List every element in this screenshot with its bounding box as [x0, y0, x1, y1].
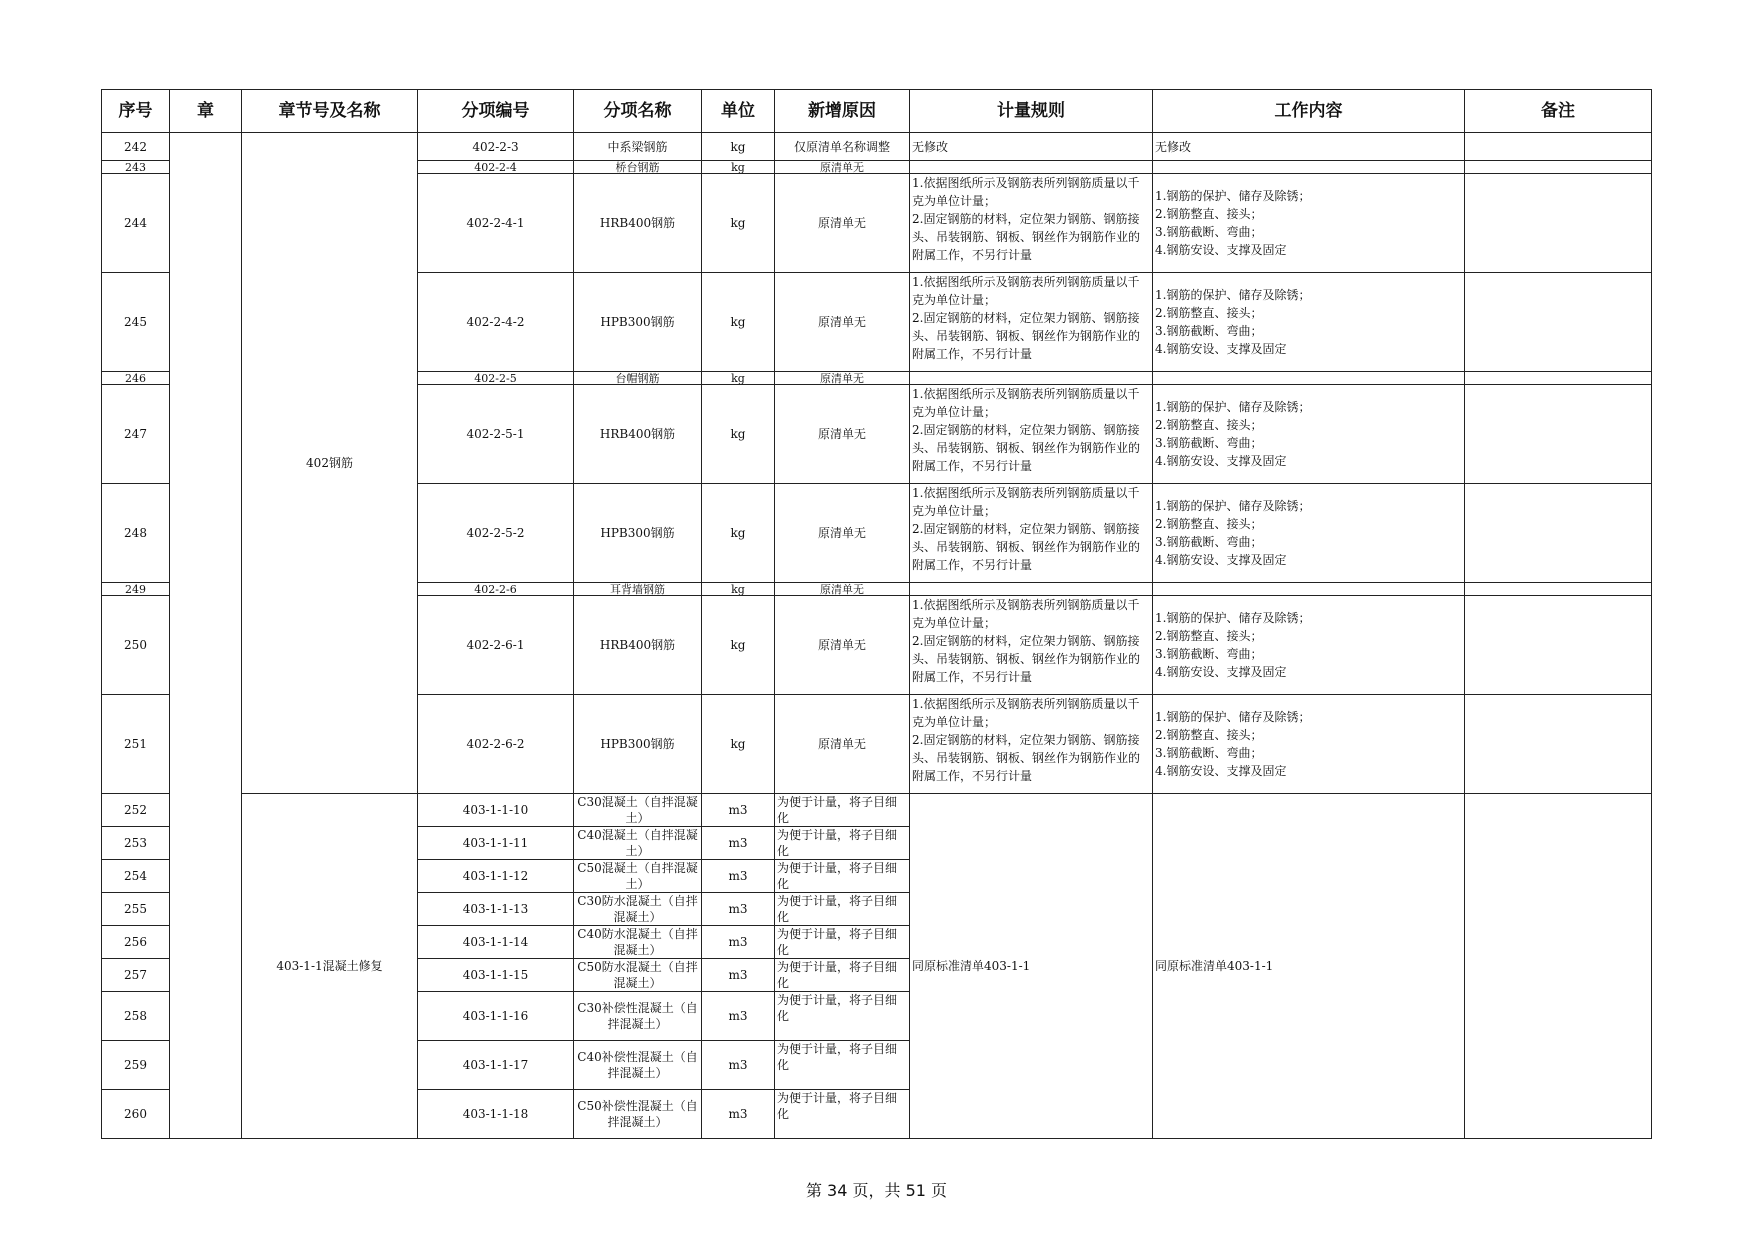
item-name-cell: C50防水混凝土（自拌混凝土） [574, 959, 702, 992]
measurement-rule-cell: 无修改 [910, 133, 1153, 161]
reason-cell: 原清单无 [775, 372, 910, 385]
row-number-cell: 245 [102, 273, 170, 372]
note-cell [1465, 596, 1652, 695]
unit-cell: m3 [702, 794, 775, 827]
page-footer: 第 34 页，共 51 页 [805, 1181, 948, 1200]
item-name-cell: C30补偿性混凝土（自拌混凝土） [574, 992, 702, 1041]
header-cell: 章节号及名称 [242, 90, 418, 133]
work-content-cell: 无修改 [1153, 133, 1465, 161]
unit-cell: m3 [702, 893, 775, 926]
measurement-rule-cell [910, 583, 1153, 596]
item-name-cell: HPB300钢筋 [574, 695, 702, 794]
item-code-cell: 402-2-6 [418, 583, 574, 596]
note-cell [1465, 174, 1652, 273]
unit-cell: kg [702, 385, 775, 484]
row-number-cell: 254 [102, 860, 170, 893]
row-number-cell: 246 [102, 372, 170, 385]
note-cell [1465, 372, 1652, 385]
section-name-cell: 402钢筋 [242, 133, 418, 794]
work-content-cell: 1.钢筋的保护、储存及除锈； 2.钢筋整直、接头； 3.钢筋截断、弯曲； 4.钢筋安设、支撑及固定 [1153, 174, 1465, 273]
unit-cell: m3 [702, 827, 775, 860]
unit-cell: m3 [702, 1090, 775, 1139]
header-cell: 序号 [102, 90, 170, 133]
work-content-cell: 1.钢筋的保护、储存及除锈； 2.钢筋整直、接头； 3.钢筋截断、弯曲； 4.钢筋安设、支撑及固定 [1153, 596, 1465, 695]
item-code-cell: 403-1-1-15 [418, 959, 574, 992]
unit-cell: m3 [702, 926, 775, 959]
unit-cell: kg [702, 484, 775, 583]
reason-cell: 为便于计量，将子目细化 [775, 893, 910, 926]
item-code-cell: 403-1-1-10 [418, 794, 574, 827]
item-name-cell: HPB300钢筋 [574, 484, 702, 583]
item-name-cell: 耳背墙钢筋 [574, 583, 702, 596]
item-name-cell: C40防水混凝土（自拌混凝土） [574, 926, 702, 959]
row-number-cell: 242 [102, 133, 170, 161]
reason-cell: 为便于计量，将子目细化 [775, 992, 910, 1041]
note-cell [1465, 133, 1652, 161]
note-cell [1465, 484, 1652, 583]
reason-cell: 为便于计量，将子目细化 [775, 827, 910, 860]
item-code-cell: 403-1-1-14 [418, 926, 574, 959]
unit-cell: kg [702, 133, 775, 161]
reason-cell: 原清单无 [775, 385, 910, 484]
measurement-rule-cell: 1.依据图纸所示及钢筋表所列钢筋质量以千克为单位计量； 2.固定钢筋的材料，定位架力钢筋、钢筋接头、吊装钢筋、钢板、钢丝作为钢筋作业的附属工作，不另行计量 [910, 174, 1153, 273]
measurement-rule-cell [910, 372, 1153, 385]
table-row [102, 133, 1652, 161]
row-number-cell: 260 [102, 1090, 170, 1139]
note-cell [1465, 385, 1652, 484]
unit-cell: m3 [702, 1041, 775, 1090]
reason-cell: 为便于计量，将子目细化 [775, 959, 910, 992]
measurement-rule-cell [910, 161, 1153, 174]
item-code-cell: 403-1-1-13 [418, 893, 574, 926]
measurement-rule-cell: 1.依据图纸所示及钢筋表所列钢筋质量以千克为单位计量； 2.固定钢筋的材料，定位架力钢筋、钢筋接头、吊装钢筋、钢板、钢丝作为钢筋作业的附属工作，不另行计量 [910, 484, 1153, 583]
item-code-cell: 403-1-1-17 [418, 1041, 574, 1090]
header-row [102, 90, 1652, 133]
item-code-cell: 402-2-6-1 [418, 596, 574, 695]
item-name-cell: C50混凝土（自拌混凝土） [574, 860, 702, 893]
header-cell: 分项名称 [574, 90, 702, 133]
item-name-cell: C50补偿性混凝土（自拌混凝土） [574, 1090, 702, 1139]
measurement-rule-cell: 同原标准清单403-1-1 [910, 794, 1153, 1139]
header-cell: 单位 [702, 90, 775, 133]
item-code-cell: 402-2-6-2 [418, 695, 574, 794]
item-code-cell: 403-1-1-18 [418, 1090, 574, 1139]
row-number-cell: 244 [102, 174, 170, 273]
work-content-cell [1153, 583, 1465, 596]
measurement-rule-cell: 1.依据图纸所示及钢筋表所列钢筋质量以千克为单位计量； 2.固定钢筋的材料，定位架力钢筋、钢筋接头、吊装钢筋、钢板、钢丝作为钢筋作业的附属工作，不另行计量 [910, 695, 1153, 794]
unit-cell: kg [702, 695, 775, 794]
item-name-cell: HPB300钢筋 [574, 273, 702, 372]
header-cell: 章 [170, 90, 242, 133]
work-content-cell: 1.钢筋的保护、储存及除锈； 2.钢筋整直、接头； 3.钢筋截断、弯曲； 4.钢筋安设、支撑及固定 [1153, 484, 1465, 583]
item-code-cell: 403-1-1-16 [418, 992, 574, 1041]
work-content-cell: 同原标准清单403-1-1 [1153, 794, 1465, 1139]
item-name-cell: C40混凝土（自拌混凝土） [574, 827, 702, 860]
item-name-cell: C40补偿性混凝土（自拌混凝土） [574, 1041, 702, 1090]
row-number-cell: 252 [102, 794, 170, 827]
header-cell: 计量规则 [910, 90, 1153, 133]
item-name-cell: HRB400钢筋 [574, 174, 702, 273]
reason-cell: 原清单无 [775, 484, 910, 583]
row-number-cell: 251 [102, 695, 170, 794]
reason-cell: 原清单无 [775, 273, 910, 372]
reason-cell: 为便于计量，将子目细化 [775, 794, 910, 827]
item-name-cell: 中系梁钢筋 [574, 133, 702, 161]
unit-cell: kg [702, 161, 775, 174]
row-number-cell: 253 [102, 827, 170, 860]
item-name-cell: C30防水混凝土（自拌混凝土） [574, 893, 702, 926]
work-content-cell: 1.钢筋的保护、储存及除锈； 2.钢筋整直、接头； 3.钢筋截断、弯曲； 4.钢筋安设、支撑及固定 [1153, 695, 1465, 794]
bill-of-quantities-table [101, 89, 1652, 1139]
work-content-cell [1153, 161, 1465, 174]
item-name-cell: HRB400钢筋 [574, 596, 702, 695]
note-cell [1465, 583, 1652, 596]
note-cell [1465, 273, 1652, 372]
chapter-cell [170, 133, 242, 1139]
row-number-cell: 256 [102, 926, 170, 959]
item-code-cell: 402-2-4-1 [418, 174, 574, 273]
unit-cell: kg [702, 596, 775, 695]
reason-cell: 仅原清单名称调整 [775, 133, 910, 161]
table-row [102, 794, 1652, 827]
note-cell [1465, 695, 1652, 794]
item-code-cell: 402-2-4-2 [418, 273, 574, 372]
item-code-cell: 402-2-3 [418, 133, 574, 161]
unit-cell: kg [702, 174, 775, 273]
note-cell [1465, 161, 1652, 174]
reason-cell: 为便于计量，将子目细化 [775, 1090, 910, 1139]
reason-cell: 为便于计量，将子目细化 [775, 926, 910, 959]
section-name-cell: 403-1-1混凝土修复 [242, 794, 418, 1139]
note-cell [1465, 794, 1652, 1139]
unit-cell: kg [702, 583, 775, 596]
measurement-rule-cell: 1.依据图纸所示及钢筋表所列钢筋质量以千克为单位计量； 2.固定钢筋的材料，定位架力钢筋、钢筋接头、吊装钢筋、钢板、钢丝作为钢筋作业的附属工作，不另行计量 [910, 596, 1153, 695]
reason-cell: 为便于计量，将子目细化 [775, 1041, 910, 1090]
unit-cell: m3 [702, 992, 775, 1041]
reason-cell: 原清单无 [775, 695, 910, 794]
header-cell: 备注 [1465, 90, 1652, 133]
row-number-cell: 250 [102, 596, 170, 695]
item-code-cell: 402-2-5-1 [418, 385, 574, 484]
item-name-cell: 台帽钢筋 [574, 372, 702, 385]
row-number-cell: 249 [102, 583, 170, 596]
unit-cell: m3 [702, 860, 775, 893]
unit-cell: m3 [702, 959, 775, 992]
item-code-cell: 403-1-1-11 [418, 827, 574, 860]
item-code-cell: 402-2-5 [418, 372, 574, 385]
row-number-cell: 259 [102, 1041, 170, 1090]
row-number-cell: 243 [102, 161, 170, 174]
work-content-cell: 1.钢筋的保护、储存及除锈； 2.钢筋整直、接头； 3.钢筋截断、弯曲； 4.钢筋安设、支撑及固定 [1153, 273, 1465, 372]
unit-cell: kg [702, 273, 775, 372]
row-number-cell: 247 [102, 385, 170, 484]
header-cell: 新增原因 [775, 90, 910, 133]
reason-cell: 原清单无 [775, 596, 910, 695]
item-code-cell: 403-1-1-12 [418, 860, 574, 893]
reason-cell: 原清单无 [775, 583, 910, 596]
measurement-rule-cell: 1.依据图纸所示及钢筋表所列钢筋质量以千克为单位计量； 2.固定钢筋的材料，定位架力钢筋、钢筋接头、吊装钢筋、钢板、钢丝作为钢筋作业的附属工作，不另行计量 [910, 273, 1153, 372]
unit-cell: kg [702, 372, 775, 385]
item-name-cell: HRB400钢筋 [574, 385, 702, 484]
item-code-cell: 402-2-4 [418, 161, 574, 174]
row-number-cell: 255 [102, 893, 170, 926]
row-number-cell: 248 [102, 484, 170, 583]
measurement-rule-cell: 1.依据图纸所示及钢筋表所列钢筋质量以千克为单位计量； 2.固定钢筋的材料，定位架力钢筋、钢筋接头、吊装钢筋、钢板、钢丝作为钢筋作业的附属工作，不另行计量 [910, 385, 1153, 484]
work-content-cell: 1.钢筋的保护、储存及除锈； 2.钢筋整直、接头； 3.钢筋截断、弯曲； 4.钢筋安设、支撑及固定 [1153, 385, 1465, 484]
row-number-cell: 257 [102, 959, 170, 992]
item-name-cell: 桥台钢筋 [574, 161, 702, 174]
row-number-cell: 258 [102, 992, 170, 1041]
header-cell: 工作内容 [1153, 90, 1465, 133]
header-cell: 分项编号 [418, 90, 574, 133]
reason-cell: 为便于计量，将子目细化 [775, 860, 910, 893]
reason-cell: 原清单无 [775, 161, 910, 174]
item-code-cell: 402-2-5-2 [418, 484, 574, 583]
reason-cell: 原清单无 [775, 174, 910, 273]
work-content-cell [1153, 372, 1465, 385]
item-name-cell: C30混凝土（自拌混凝土） [574, 794, 702, 827]
